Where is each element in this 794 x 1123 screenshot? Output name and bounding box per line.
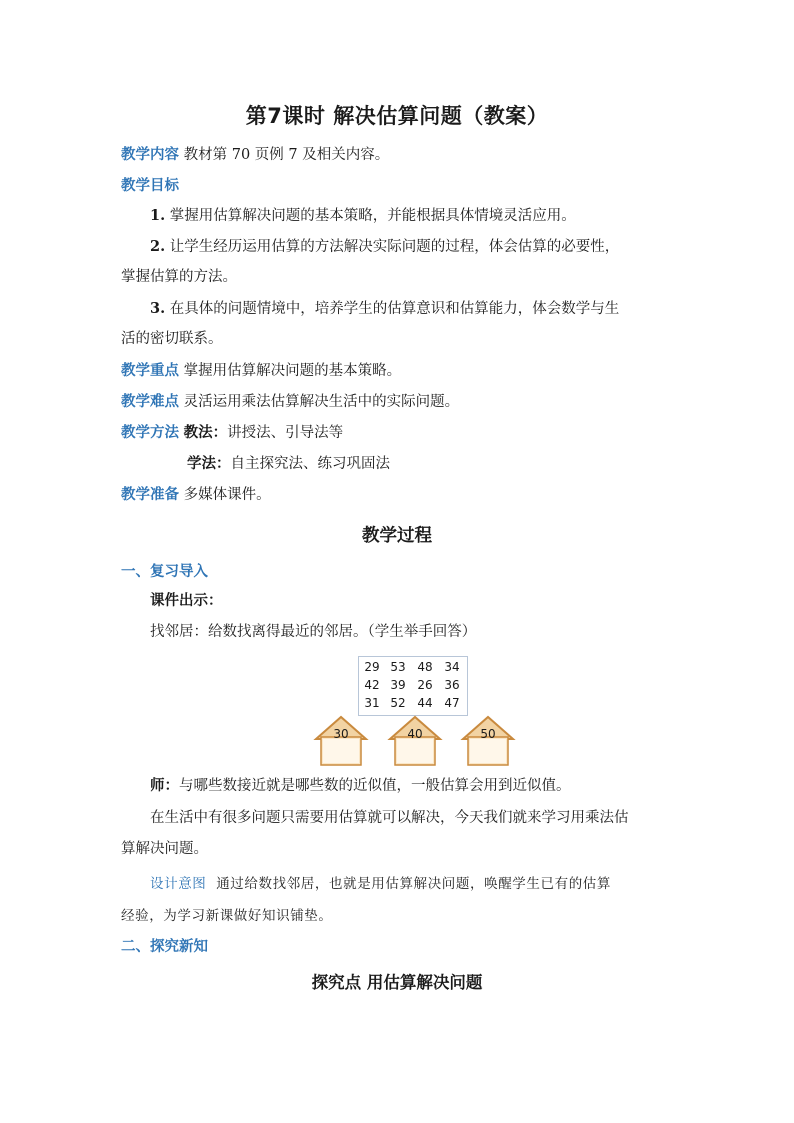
design-intent-label: 设计意图 — [150, 876, 207, 892]
intro-paragraph-cont: 算解决问题。 — [121, 841, 208, 857]
difficulty-label: 教学难点 — [121, 394, 179, 410]
goal-1 — [150, 206, 576, 226]
prep-text: 多媒体课件。 — [183, 487, 271, 503]
grid-number: 47 — [444, 696, 460, 710]
difficulty-row — [121, 392, 459, 412]
section-1-heading: 一、复习导入 — [121, 564, 208, 580]
grid-number: 29 — [364, 660, 380, 674]
content-row — [121, 145, 389, 165]
goal-2 — [150, 237, 619, 257]
method-label: 教学方法 — [121, 425, 179, 441]
house-label: 50 — [480, 727, 496, 741]
house-label: 30 — [333, 727, 349, 741]
house-50 — [459, 714, 517, 766]
goal-2-text: 让学生经历运用估算的方法解决实际问题的过程，体会估算的必要性， — [169, 239, 620, 255]
goal-3-text: 在具体的问题情境中，培养学生的估算意识和估算能力，体会数学与生 — [169, 301, 620, 317]
design-intent-row — [150, 872, 611, 892]
key-point-label: 教学重点 — [121, 363, 179, 379]
method-row — [121, 423, 343, 443]
key-point-row — [121, 361, 401, 381]
prep-row — [121, 485, 271, 505]
goal-3-num: 3. — [150, 300, 166, 317]
task-text: 找邻居：给数找离得最近的邻居。（学生举手回答） — [150, 624, 477, 640]
grid-number: 36 — [444, 678, 460, 692]
difficulty-text: 灵活运用乘法估算解决生活中的实际问题。 — [183, 394, 460, 410]
house-30 — [312, 714, 370, 766]
design-intent-cont: 经验，为学习新课做好知识铺垫。 — [121, 908, 333, 924]
grid-number: 26 — [417, 678, 433, 692]
teach-method-text: 讲授法、引导法等 — [227, 425, 344, 441]
house-label: 40 — [407, 727, 423, 741]
goal-2-num: 2. — [150, 238, 166, 255]
grid-number: 52 — [390, 696, 406, 710]
content-label: 教学内容 — [121, 147, 179, 163]
goal-3 — [150, 299, 619, 319]
courseware-label: 课件出示： — [150, 592, 223, 609]
learn-method-text: 自主探究法、练习巩固法 — [230, 456, 390, 472]
prep-label: 教学准备 — [121, 487, 179, 503]
teacher-row — [150, 776, 571, 796]
learn-method-row — [187, 454, 390, 474]
page-title: 第7课时 解决估算问题（教案） — [245, 104, 549, 128]
design-intent-text: 通过给数找邻居，也就是用估算解决问题，唤醒学生已有的估算 — [216, 876, 612, 892]
goal-1-num: 1. — [150, 207, 166, 224]
grid-number: 48 — [417, 660, 433, 674]
teacher-label: 师： — [150, 777, 179, 794]
house-40 — [386, 714, 444, 766]
grid-number: 31 — [364, 696, 380, 710]
grid-number: 42 — [364, 678, 380, 692]
key-point-text: 掌握用估算解决问题的基本策略。 — [183, 363, 402, 379]
goal-1-text: 掌握用估算解决问题的基本策略，并能根据具体情境灵活应用。 — [169, 208, 576, 224]
goal-3-cont: 活的密切联系。 — [121, 331, 223, 347]
learn-method-label: 学法： — [187, 455, 231, 472]
grid-number: 44 — [417, 696, 433, 710]
goals-label: 教学目标 — [121, 178, 179, 194]
content-text: 教材第 70 页例 7 及相关内容。 — [183, 147, 390, 163]
grid-number: 34 — [444, 660, 460, 674]
teacher-text: 与哪些数接近就是哪些数的近似值，一般估算会用到近似值。 — [179, 778, 571, 794]
intro-paragraph: 在生活中有很多问题只需要用估算就可以解决，今天我们就来学习用乘法估 — [150, 810, 629, 826]
number-grid — [358, 656, 468, 716]
process-heading: 教学过程 — [362, 526, 432, 546]
grid-number: 53 — [390, 660, 406, 674]
section-2-heading: 二、探究新知 — [121, 939, 208, 955]
explore-subheading: 探究点 用估算解决问题 — [311, 973, 483, 992]
teach-method-label: 教法： — [183, 424, 228, 441]
grid-number: 39 — [390, 678, 406, 692]
goal-2-cont: 掌握估算的方法。 — [121, 269, 237, 285]
